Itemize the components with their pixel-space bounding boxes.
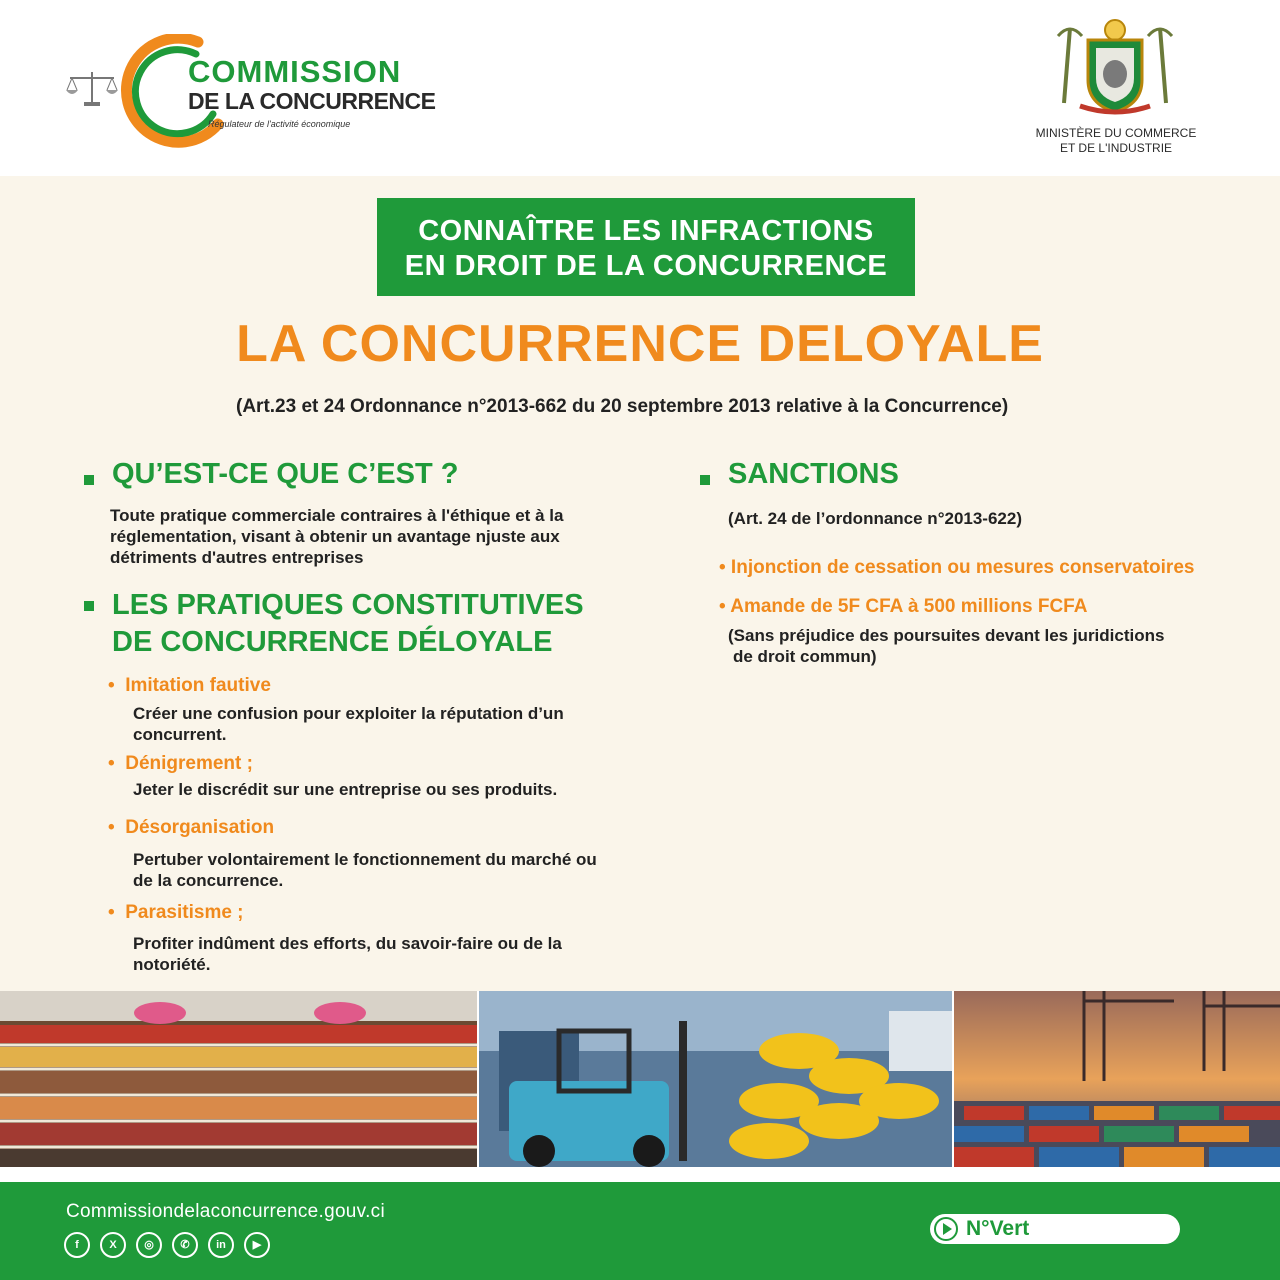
youtube-icon[interactable]: ▶ [244,1232,270,1258]
ministry-line2: ET DE L'INDUSTRIE [1059,141,1173,155]
header [0,0,1280,176]
section-bullet-icon [700,475,710,485]
footer [0,1182,1280,1280]
logo-tagline: Régulateur de l'activité économique [208,119,351,129]
practice-item-parasitisme: • Parasitisme ; [108,902,244,923]
practice-desc-line: de la concurrence. [133,871,284,890]
ministry-line1: MINISTÈRE DU COMMERCE [1035,126,1197,140]
ministry-name [1010,126,1222,156]
photo-strip [0,991,1280,1167]
scale-of-justice-icon [62,68,122,108]
practice-item-desorganisation: • Désorganisation [108,817,275,838]
coat-of-arms-icon [1050,18,1180,118]
banner-line2: EN DROIT DE LA CONCURRENCE [404,250,888,282]
practices-heading [112,587,584,661]
practice-desc-line: Pertuber volontairement le fonctionnement du marché ou [133,850,597,869]
instagram-icon[interactable]: ◎ [136,1232,162,1258]
practice-description [133,849,653,891]
definition-line: Toute pratique commerciale contraires à l'éthique et à la [110,506,564,525]
logo-title: COMMISSION [188,54,402,89]
practice-desc-line: Profiter indûment des efforts, du savoir-faire ou de la [133,934,562,953]
practice-description [133,779,653,800]
sanction-item: • Injonction de cessation ou mesures conservatoires [719,557,1195,578]
practice-label: Dénigrement ; [125,753,253,774]
practice-label: Désorganisation [125,817,275,838]
practice-item-imitation: • Imitation fautive [108,675,271,696]
linkedin-icon[interactable]: in [208,1232,234,1258]
legal-reference: (Art.23 et 24 Ordonnance n°2013-662 du 20 septembre 2013 relative à la Concurrence) [236,396,1009,417]
whatsapp-icon[interactable]: ✆ [172,1232,198,1258]
facebook-icon[interactable]: f [64,1232,90,1258]
practice-desc-line: concurrent. [133,725,227,744]
practice-item-denigrement: • Dénigrement ; [108,753,253,774]
forklift-warehouse-photo [479,991,952,1167]
x-icon[interactable]: X [100,1232,126,1258]
main-content [0,176,1280,991]
practice-desc-line: notoriété. [133,955,211,974]
practice-description [133,933,653,975]
practice-description [133,703,653,745]
page-title: LA CONCURRENCE DELOYALE [236,315,1044,373]
definition-heading: QU’EST-CE QUE C’EST ? [112,458,459,490]
topic-banner [377,198,915,296]
practice-desc-line: Créer une confusion pour exploiter la réputation d’un [133,704,564,723]
practice-desc-line: Jeter le discrédit sur une entreprise ou ses produits. [133,780,558,799]
green-number-label: N°Vert [966,1217,1030,1240]
practices-heading-line1: LES PRATIQUES CONSTITUTIVES [112,589,584,621]
definition-text [110,505,650,568]
practices-heading-line2: DE CONCURRENCE DÉLOYALE [112,626,553,658]
logo-subtitle: DE LA CONCURRENCE [188,88,436,114]
website-link[interactable]: Commissiondelaconcurrence.gouv.ci [66,1201,385,1222]
sanctions-note-line: (Sans préjudice des poursuites devant les juridictions [728,626,1165,645]
sanctions-heading: SANCTIONS [728,458,899,490]
commission-logo [60,28,436,148]
sanctions-note [728,625,1248,667]
practice-label: Parasitisme ; [125,902,244,923]
port-containers-photo [954,991,1280,1167]
practice-label: Imitation fautive [125,675,271,696]
section-bullet-icon [84,601,94,611]
play-icon [934,1217,958,1241]
sanctions-note-line: de droit commun) [733,647,877,666]
sanctions-reference: (Art. 24 de l’ordonnance n°2013-622) [728,509,1022,528]
sanction-item: • Amande de 5F CFA à 500 millions FCFA [719,596,1088,617]
banner-line1: CONNAÎTRE LES INFRACTIONS [418,215,874,247]
definition-line: détriments d'autres entreprises [110,548,364,567]
definition-line: réglementation, visant à obtenir un avantage njuste aux [110,527,560,546]
supermarket-photo [0,991,477,1167]
green-number-box[interactable] [930,1214,1180,1244]
section-bullet-icon [84,475,94,485]
